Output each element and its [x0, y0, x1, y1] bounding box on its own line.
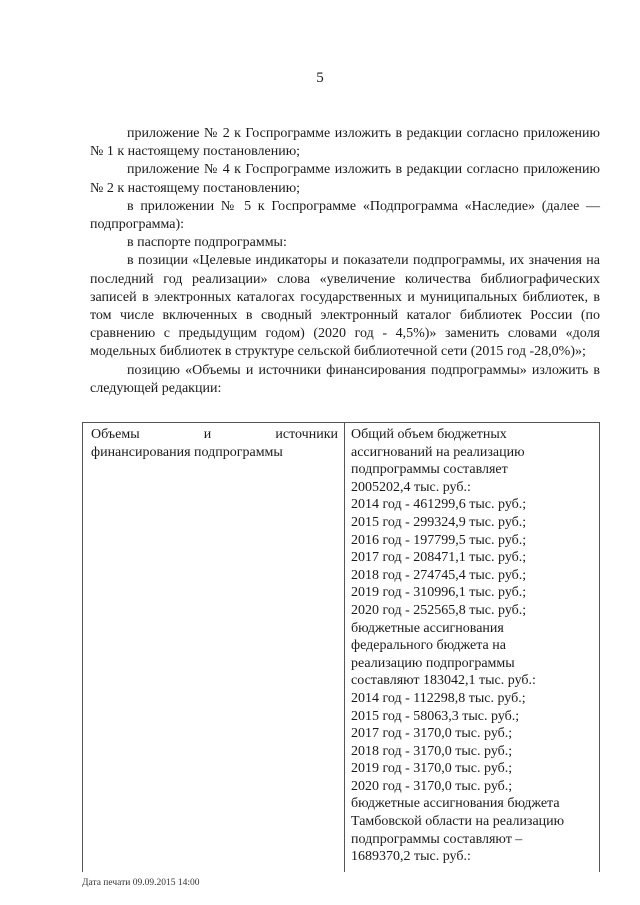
table-label-cell [83, 423, 345, 872]
label-word: источники [275, 427, 338, 442]
value-line: 2019 год - 310996,1 тыс. руб.; [351, 585, 527, 601]
value-line: 1689370,2 тыс. руб.: [351, 849, 471, 865]
value-line: бюджетные ассигнования [351, 620, 504, 636]
paragraph-passport: в паспорте подпрограммы: [127, 235, 287, 251]
print-date-footer: Дата печати 09.09.2015 14:00 [82, 878, 200, 888]
label-line-2: финансирования подпрограммы [91, 444, 283, 460]
paragraph-funding-position: позицию «Объемы и источники финансирования подпрограммы» изложить в следующей редакции: [90, 362, 600, 396]
value-line: 2019 год - 3170,0 тыс. руб.; [351, 761, 513, 777]
table-value-cell [345, 423, 599, 872]
page-number: 5 [316, 70, 324, 86]
value-line: 2015 год - 299324,9 тыс. руб.; [351, 514, 527, 530]
paragraph-appendix-4: приложение № 4 к Госпрограмме изложить в редакции согласно приложению № 2 к настоящему постановлению; [90, 162, 600, 196]
value-line: 2015 год - 58063,3 тыс. руб.; [351, 708, 520, 724]
value-line: ассигнований на реализацию [351, 444, 525, 460]
value-line: федерального бюджета на [351, 638, 506, 654]
value-line: 2014 год - 112298,8 тыс. руб.; [351, 690, 526, 706]
value-line: 2017 год - 3170,0 тыс. руб.; [351, 726, 513, 742]
value-line: 2005202,4 тыс. руб.: [351, 479, 471, 495]
body-text [90, 125, 600, 398]
value-line: бюджетные ассигнования бюджета [351, 796, 560, 812]
value-line: 2018 год - 274745,4 тыс. руб.; [351, 567, 527, 583]
label-word: и [203, 427, 212, 442]
label-word: Объемы [91, 427, 140, 442]
paragraph-appendix-2: приложение № 2 к Госпрограмме изложить в редакции согласно приложению № 1 к настоящему постановлению; [90, 126, 600, 160]
value-line: Тамбовской области на реализацию [351, 814, 565, 830]
value-line: подпрограммы составляет [351, 462, 508, 478]
paragraph-indicators: в позиции «Целевые индикаторы и показатели подпрограммы, их значения на последний год реализации» слова «увеличение количества библиографических записей в электронных каталогах государственных и муниципальных библиотек, в том числе включенных в сводный электронный каталог библиотек России (по сравнению с предыдущим годом) (2020 год - 4,5%)» заменить словами «доля модельных библиотек в структуре сельской библиотечной сети (2015 год -28,0%)»; [90, 253, 600, 360]
value-line: 2017 год - 208471,1 тыс. руб.; [351, 550, 527, 566]
value-line: реализацию подпрограммы [351, 655, 515, 671]
value-line: 2020 год - 252565,8 тыс. руб.; [351, 602, 527, 618]
value-line: составляют 183042,1 тыс. руб.: [351, 673, 536, 689]
value-line: 2018 год - 3170,0 тыс. руб.; [351, 743, 513, 759]
value-line: 2016 год - 197799,5 тыс. руб.; [351, 532, 527, 548]
paragraph-appendix-5: в приложении № 5 к Госпрограмме «Подпрограмма «Наследие» (далее — подпрограмма): [90, 198, 600, 233]
value-line: Общий объем бюджетных [351, 427, 507, 442]
value-line: 2014 год - 461299,6 тыс. руб.; [351, 497, 527, 513]
label-line-1 [91, 426, 338, 444]
funding-table [82, 422, 600, 872]
value-line: 2020 год - 3170,0 тыс. руб.; [351, 778, 513, 794]
value-line: подпрограммы составляют – [351, 831, 523, 847]
